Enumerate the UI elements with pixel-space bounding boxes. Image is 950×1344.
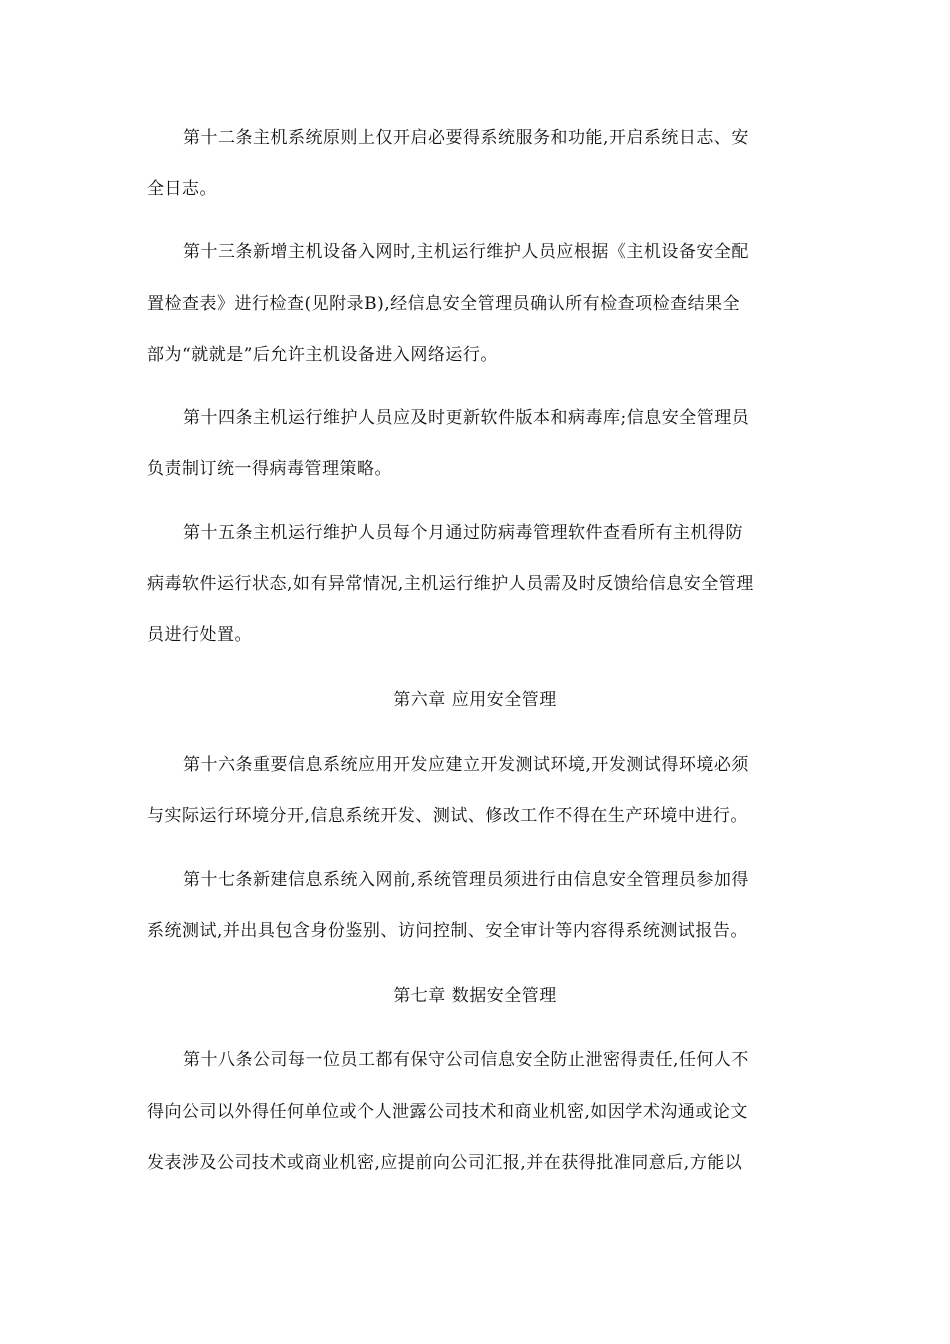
article-17-line-2: 系统测试,并出具包含身份鉴别、访问控制、安全审计等内容得系统测试报告。	[147, 921, 748, 941]
article-16-line-1: 第十六条重要信息系统应用开发应建立开发测试环境,开发测试得环境必须	[183, 755, 749, 775]
article-12-line-2: 全日志。	[147, 179, 217, 199]
article-15-line-1: 第十五条主机运行维护人员每个月通过防病毒管理软件查看所有主机得防	[183, 523, 743, 543]
article-13-line-2: 置检查表》进行检查(见附录B),经信息安全管理员确认所有检查项检查结果全	[147, 294, 741, 314]
article-18-line-2: 得向公司以外得任何单位或个人泄露公司技术和商业机密,如因学术沟通或论文	[147, 1102, 748, 1122]
article-13-line-1: 第十三条新增主机设备入网时,主机运行维护人员应根据《主机设备安全配	[183, 242, 749, 262]
article-13-line-3: 部为“就就是”后允许主机设备进入网络运行。	[147, 345, 498, 365]
chapter-7-heading: 第七章 数据安全管理	[393, 986, 557, 1006]
article-17-line-1: 第十七条新建信息系统入网前,系统管理员须进行由信息安全管理员参加得	[183, 870, 749, 890]
article-18-line-1: 第十八条公司每一位员工都有保守公司信息安全防止泄密得责任,任何人不	[183, 1050, 749, 1070]
article-18-line-3: 发表涉及公司技术或商业机密,应提前向公司汇报,并在获得批准同意后,方能以	[147, 1153, 743, 1173]
article-15-line-2: 病毒软件运行状态,如有异常情况,主机运行维护人员需及时反馈给信息安全管理	[147, 574, 754, 594]
article-12-line-1: 第十二条主机系统原则上仅开启必要得系统服务和功能,开启系统日志、安	[183, 128, 749, 148]
article-14-line-1: 第十四条主机运行维护人员应及时更新软件版本和病毒库;信息安全管理员	[183, 408, 750, 428]
article-16-line-2: 与实际运行环境分开,信息系统开发、测试、修改工作不得在生产环境中进行。	[147, 806, 748, 826]
chapter-6-heading: 第六章 应用安全管理	[393, 690, 557, 710]
article-15-line-3: 员进行处置。	[147, 625, 252, 645]
article-14-line-2: 负责制订统一得病毒管理策略。	[147, 459, 392, 479]
